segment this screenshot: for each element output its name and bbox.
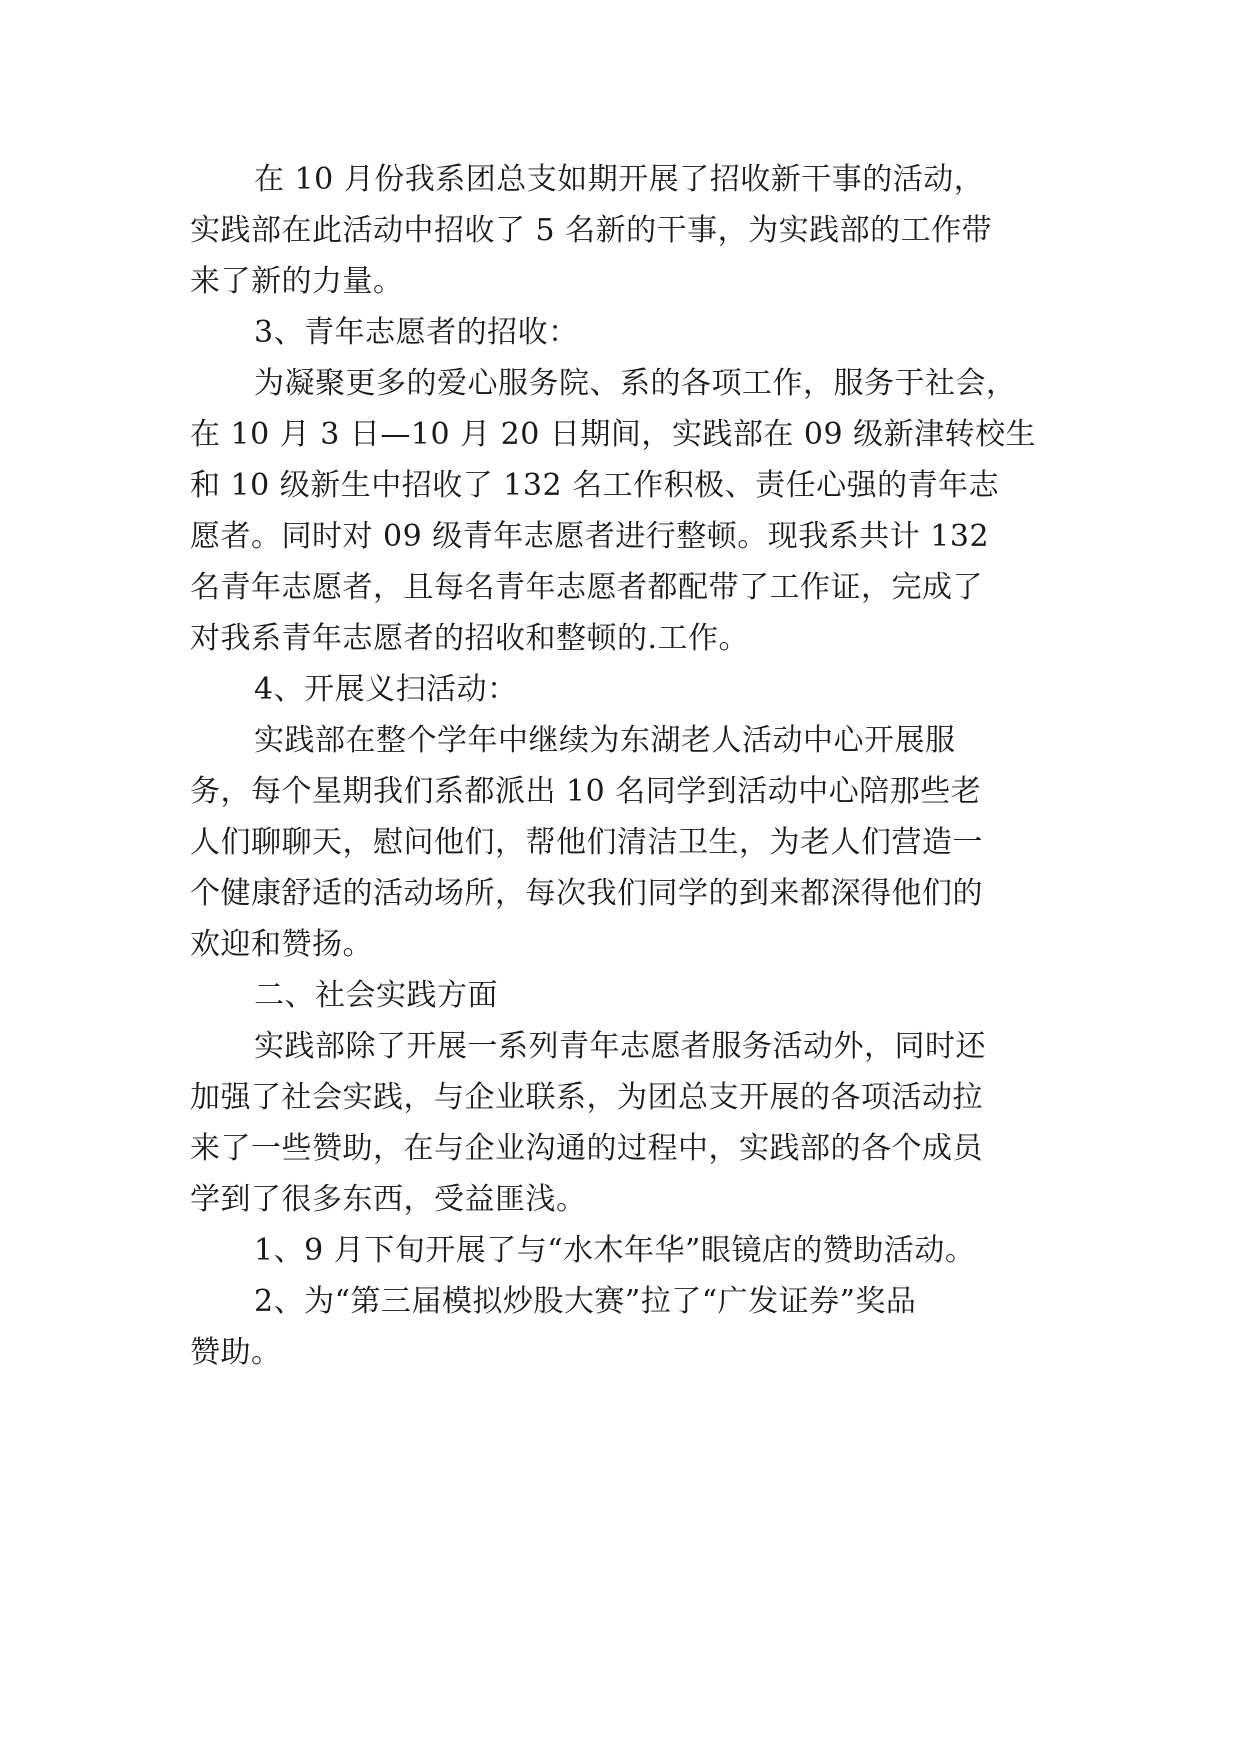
text-line: 来了新的力量。 [190, 264, 404, 299]
text-line: 为凝聚更多的爱心服务院、系的各项工作，服务于社会， [254, 366, 1017, 401]
text-line: 和 10 级新生中招收了 132 名工作积极、责任心强的青年志 [190, 468, 1000, 503]
text-line: 来了一些赞助，在与企业沟通的过程中，实践部的各个成员 [190, 1131, 983, 1166]
section-heading: 3、青年志愿者的招收： [254, 315, 579, 350]
text-line: 愿者。同时对 09 级青年志愿者进行整顿。现我系共计 132 [190, 519, 990, 554]
section-heading: 4、开展义扫活动： [254, 672, 518, 707]
text-line: 学到了很多东西，受益匪浅。 [190, 1182, 587, 1217]
text-line: 欢迎和赞扬。 [190, 927, 373, 962]
text-line: 实践部在此活动中招收了 5 名新的干事，为实践部的工作带 [190, 213, 993, 248]
text-line: 名青年志愿者，且每名青年志愿者都配带了工作证，完成了 [190, 570, 983, 605]
text-line: 在 10 月 3 日—10 月 20 日期间，实践部在 09 级新津转校生 [190, 417, 1037, 452]
section-heading: 二、社会实践方面 [254, 978, 498, 1013]
text-line: 对我系青年志愿者的招收和整顿的.工作。 [190, 621, 750, 656]
text-line: 在 10 月份我系团总支如期开展了招收新干事的活动， [254, 162, 985, 197]
text-line: 实践部在整个学年中继续为东湖老人活动中心开展服 [254, 723, 956, 758]
text-line: 赞助。 [190, 1335, 282, 1370]
list-item: 2、为“第三届模拟炒股大赛”拉了“广发证券”奖品 [254, 1284, 917, 1319]
text-line: 务，每个星期我们系都派出 10 名同学到活动中心陪那些老 [190, 774, 982, 809]
text-line: 人们聊聊天，慰问他们，帮他们清洁卫生，为老人们营造一 [190, 825, 983, 860]
text-line: 个健康舒适的活动场所，每次我们同学的到来都深得他们的 [190, 876, 983, 911]
text-line: 实践部除了开展一系列青年志愿者服务活动外，同时还 [254, 1029, 986, 1064]
text-line: 加强了社会实践，与企业联系，为团总支开展的各项活动拉 [190, 1080, 983, 1115]
list-item: 1、9 月下旬开展了与“水木年华”眼镜店的赞助活动。 [254, 1233, 976, 1268]
